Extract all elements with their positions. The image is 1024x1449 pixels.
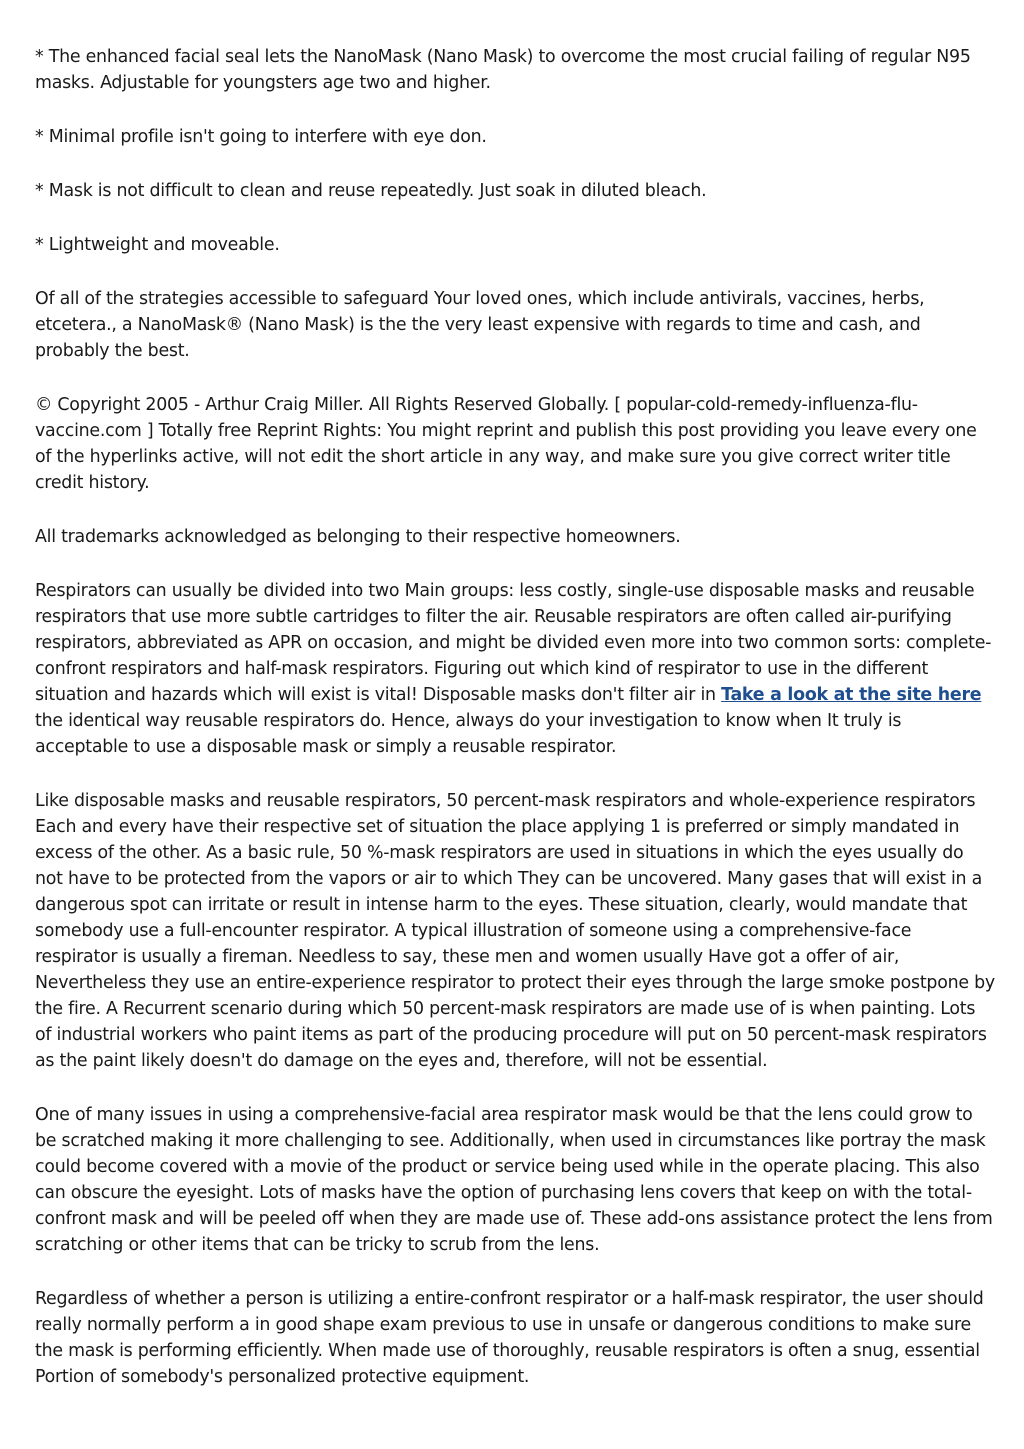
copyright-paragraph: © Copyright 2005 - Arthur Craig Miller. All Rights Reserved Globally. [ popular-cold-remedy-influenza-flu-vaccine.com ] Totally free Reprint Rights: You might reprint and publish this post providing you leave every one of the hyperlinks active, will not edit the short article in any way, and make sure you give correct writer title credit history. [35, 395, 977, 493]
respirators-text-before-link: Respirators can usually be divided into two Main groups: less costly, single-use disposable masks and reusable respirators that use more subtle cartridges to filter the air. Reusable respirators are often called air-purifying respirators, abbreviated as APR on occasion, and might be divided even more into two common sorts: complete-confront respirators and half-mask respirators. Figuring out which kind of respirator to use in the different situation and hazards which will exist is vital! Disposable masks don't filter air in [35, 581, 992, 705]
site-link[interactable]: Take a look at the site here [721, 685, 982, 705]
article-body [35, 44, 995, 1418]
summary-paragraph: Of all of the strategies accessible to safeguard Your loved ones, which include antivirals, vaccines, herbs, etcetera., a NanoMask® (Nano Mask) is the the very least expensive with regards to time and cash, and probably the best. [35, 289, 925, 361]
bullet-lightweight: * Lightweight and moveable. [35, 235, 280, 255]
respirators-text-after-link: the identical way reusable respirators do. Hence, always do your investigation to know when It truly is acceptable to use a disposable mask or simply a reusable respirator. [35, 711, 902, 757]
bullet-minimal-profile: * Minimal profile isn't going to interfere with eye don. [35, 127, 487, 147]
lens-issues-paragraph: One of many issues in using a comprehensive-facial area respirator mask would be that the lens could grow to be scratched making it more challenging to see. Additionally, when used in circumstances like portray the mask could become covered with a movie of the product or service being used while in the operate placing. This also can obscure the eyesight. Lots of masks have the option of purchasing lens covers that keep on with the total-confront mask and will be peeled off when they are made use of. These add-ons assistance protect the lens from scratching or other items that can be tricky to scrub from the lens. [35, 1105, 993, 1255]
respirators-paragraph [35, 578, 995, 760]
half-mask-paragraph: Like disposable masks and reusable respirators, 50 percent-mask respirators and whole-experience respirators Each and every have their respective set of situation the place applying 1 is preferred or simply mandated in excess of the other. As a basic rule, 50 %-mask respirators are used in situations in which the eyes usually do not have to be protected from the vapors or air to which They can be uncovered. Many gases that will exist in a dangerous spot can irritate or result in intense harm to the eyes. These situation, clearly, would mandate that somebody use a full-encounter respirator. A typical illustration of someone using a comprehensive-face respirator is usually a fireman. Needless to say, these men and women usually Have got a offer of air, Nevertheless they use an entire-experience respirator to protect their eyes through the large smoke postpone by the fire. A Recurrent scenario during which 50 percent-mask respirators are made use of is when painting. Lots of industrial workers who paint items as part of the producing procedure will put on 50 percent-mask respirators as the paint likely doesn't do damage on the eyes and, therefore, will not be essential. [35, 791, 995, 1071]
trademarks-paragraph: All trademarks acknowledged as belonging to their respective homeowners. [35, 527, 681, 547]
bullet-nanomask-seal: * The enhanced facial seal lets the NanoMask (Nano Mask) to overcome the most crucial failing of regular N95 masks. Adjustable for youngsters age two and higher. [35, 47, 971, 93]
bullet-easy-clean: * Mask is not difficult to clean and reuse repeatedly. Just soak in diluted bleach. [35, 181, 707, 201]
fit-exam-paragraph: Regardless of whether a person is utilizing a entire-confront respirator or a half-mask respirator, the user should really normally perform a in good shape exam previous to use in unsafe or dangerous conditions to make sure the mask is performing efficiently. When made use of thoroughly, reusable respirators is often a snug, essential Portion of somebody's personalized protective equipment. [35, 1289, 984, 1387]
